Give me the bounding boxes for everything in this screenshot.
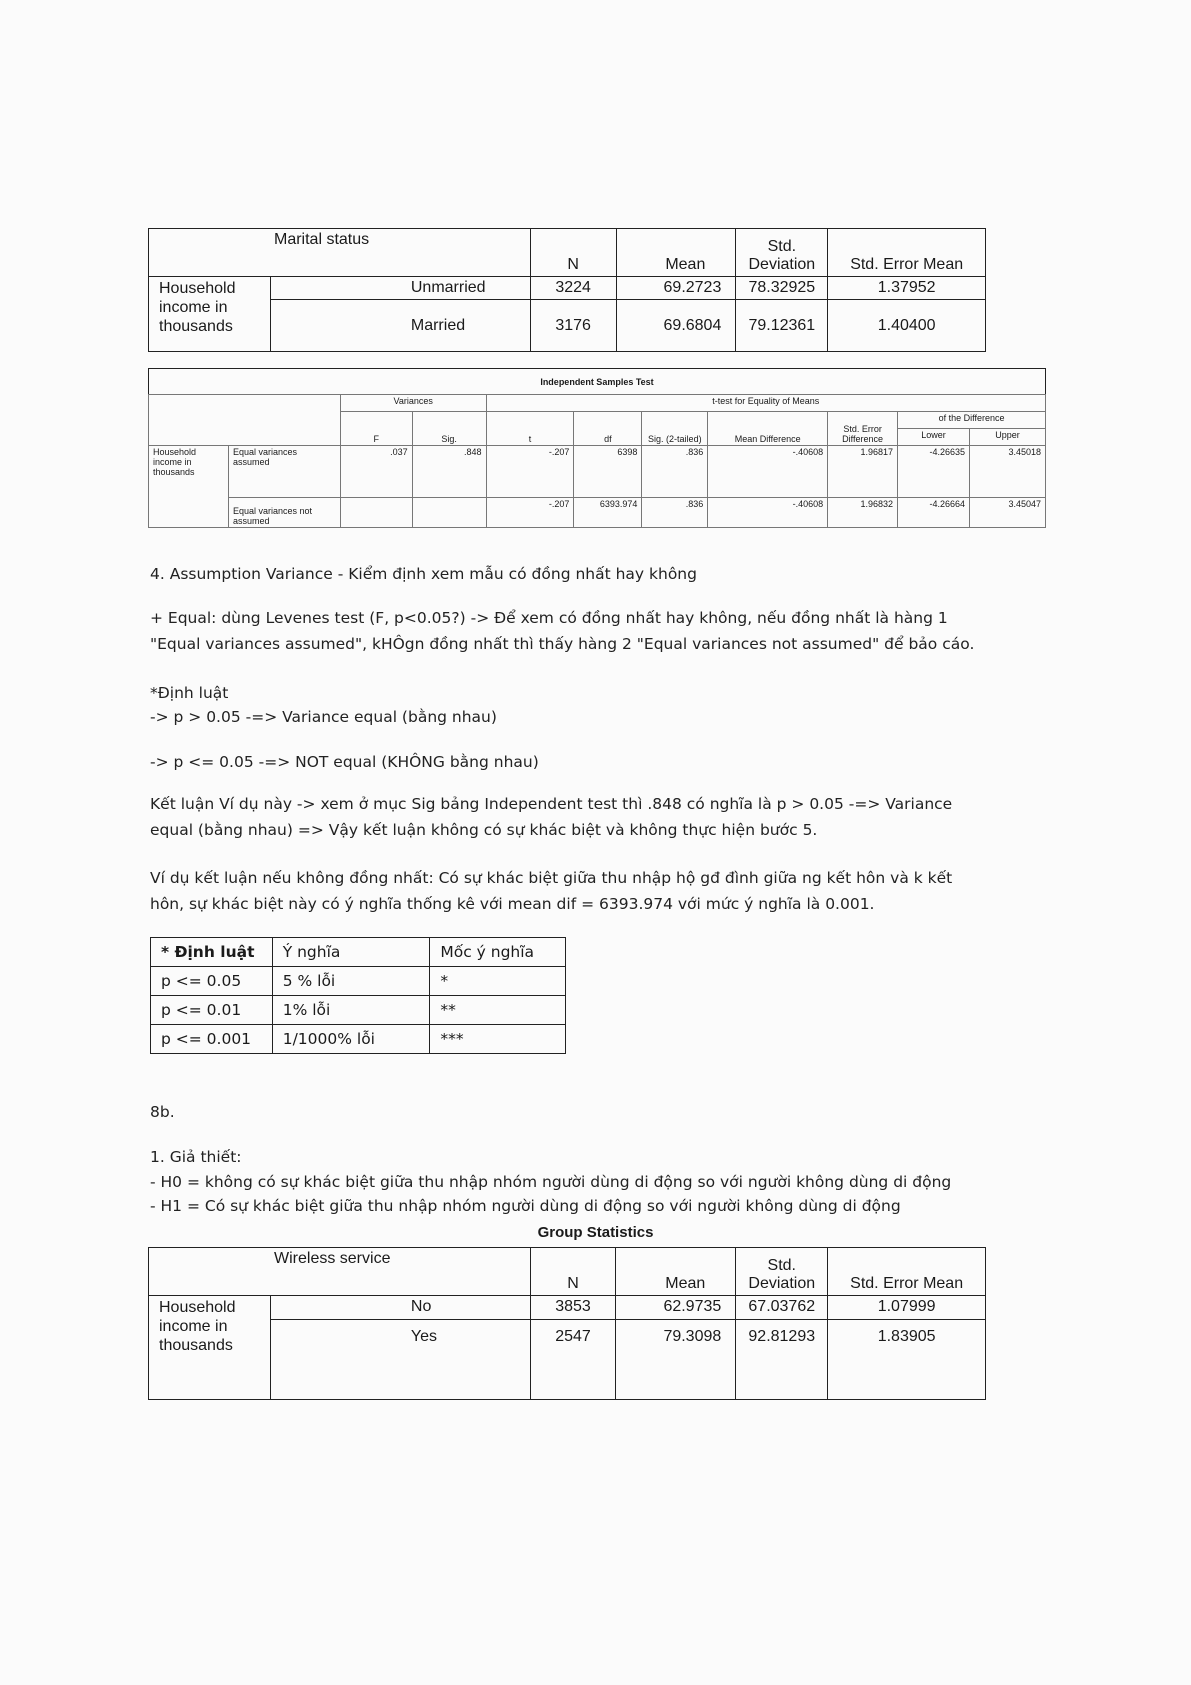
levene-header: Variances: [340, 395, 486, 412]
cell-stars: ***: [430, 1025, 566, 1054]
group-statistics-title: Group Statistics: [537, 1224, 654, 1241]
cell-sig2: .836: [642, 498, 708, 528]
col-sig: Sig.: [412, 412, 486, 446]
hypothesis-h0: - H0 = không có sự khác biệt giữa thu nhập nhóm người dùng di động so với người không dùng di động: [150, 1173, 952, 1191]
paragraph-law-heading: *Định luật: [150, 684, 229, 702]
col-df: df: [574, 412, 642, 446]
wireless-service-header: Wireless service: [149, 1248, 531, 1296]
cell-mean: 79.3098: [616, 1320, 736, 1400]
cell-sig2: .836: [642, 446, 708, 498]
cell-f: .037: [340, 446, 412, 498]
col-std-error-mean: Std. Error Mean: [828, 1248, 986, 1296]
cell-sig: .848: [412, 446, 486, 498]
header-meaning: Ý nghĩa: [272, 938, 430, 967]
paragraph-conclusion-line2: equal (bằng nhau) => Vậy kết luận không có sự khác biệt và không thực hiện bước 5.: [150, 821, 818, 839]
cell-mean-diff: -.40608: [708, 446, 828, 498]
header-law: * Định luật: [151, 938, 273, 967]
header-threshold: Mốc ý nghĩa: [430, 938, 566, 967]
group-yes: Yes: [270, 1320, 530, 1400]
cell-mean: 69.2723: [616, 277, 736, 300]
cell-se: 1.07999: [828, 1296, 986, 1320]
cell-mean: 69.6804: [616, 300, 736, 352]
col-std-deviation: Std. Deviation: [736, 229, 828, 277]
cell-meaning: 1% lỗi: [272, 996, 430, 1025]
cell-sd: 92.81293: [736, 1320, 828, 1400]
group-unmarried: Unmarried: [270, 277, 530, 300]
col-std-error-difference: Std. Error Difference: [828, 412, 898, 446]
cell-sd: 78.32925: [736, 277, 828, 300]
independent-samples-test-table: [148, 394, 1046, 528]
hypothesis-h1: - H1 = Có sự khác biệt giữa thu nhập nhóm người dùng di động so với người không dùng di động: [150, 1197, 901, 1215]
cell-mean: 62.9735: [616, 1296, 736, 1320]
cell-se: 1.83905: [828, 1320, 986, 1400]
section-8b: 8b.: [150, 1103, 175, 1121]
col-mean-difference: Mean Difference: [708, 412, 828, 446]
cell-sd: 79.12361: [736, 300, 828, 352]
cell-upper: 3.45047: [970, 498, 1046, 528]
cell-sd: 67.03762: [736, 1296, 828, 1320]
cell-t: -.207: [486, 498, 574, 528]
group-married: Married: [270, 300, 530, 352]
cell-meaning: 1/1000% lỗi: [272, 1025, 430, 1054]
group-statistics-table: [148, 1247, 986, 1400]
cell-std-err-diff: 1.96817: [828, 446, 898, 498]
col-lower: Lower: [898, 429, 970, 446]
cell-t: -.207: [486, 446, 574, 498]
row-equal-not-assumed: Equal variances not assumed: [228, 498, 340, 528]
hypothesis-heading: 1. Giả thiết:: [150, 1148, 242, 1166]
significance-law-table: [150, 937, 566, 1054]
paragraph-rule-2: -> p <= 0.05 -=> NOT equal (KHÔNG bằng nhau): [150, 753, 539, 771]
col-n: N: [530, 1248, 616, 1296]
independent-samples-test-title: Independent Samples Test: [148, 368, 1046, 395]
col-sig-2-tailed: Sig. (2-tailed): [642, 412, 708, 446]
cell-n: 2547: [530, 1320, 616, 1400]
row-equal-assumed: Equal variances assumed: [228, 446, 340, 498]
ttest-header: t-test for Equality of Means: [486, 395, 1045, 412]
ci-header: of the Difference: [898, 412, 1046, 429]
cell-p: p <= 0.05: [151, 967, 273, 996]
cell-sig: [412, 498, 486, 528]
cell-n: 3176: [530, 300, 616, 352]
cell-se: 1.40400: [828, 300, 986, 352]
cell-se: 1.37952: [828, 277, 986, 300]
cell-n: 3224: [530, 277, 616, 300]
row-label: Household income in thousands: [149, 1296, 271, 1400]
marital-group-stats-table: [148, 228, 986, 352]
cell-lower: -4.26664: [898, 498, 970, 528]
col-mean: Mean: [616, 229, 736, 277]
col-t: t: [486, 412, 574, 446]
paragraph-assumption: 4. Assumption Variance - Kiểm định xem mẫu có đồng nhất hay không: [150, 565, 697, 583]
cell-stars: *: [430, 967, 566, 996]
cell-stars: **: [430, 996, 566, 1025]
cell-mean-diff: -.40608: [708, 498, 828, 528]
marital-status-header: Marital status: [149, 229, 531, 277]
cell-df: 6393.974: [574, 498, 642, 528]
paragraph-equal-line1: + Equal: dùng Levenes test (F, p<0.05?) -> Để xem có đồng nhất hay không, nếu đồng nhất là hàng 1: [150, 609, 948, 627]
cell-n: 3853: [530, 1296, 616, 1320]
col-mean: Mean: [616, 1248, 736, 1296]
col-n: N: [530, 229, 616, 277]
cell-lower: -4.26635: [898, 446, 970, 498]
paragraph-equal-line2: "Equal variances assumed", kHÔgn đồng nhất thì thấy hàng 2 "Equal variances not assumed" để bảo cáo.: [150, 635, 975, 653]
cell-f: [340, 498, 412, 528]
col-f: F: [340, 412, 412, 446]
cell-df: 6398: [574, 446, 642, 498]
row-label: Household income in thousands: [149, 277, 271, 352]
cell-meaning: 5 % lỗi: [272, 967, 430, 996]
paragraph-rule-1: -> p > 0.05 -=> Variance equal (bằng nhau): [150, 708, 497, 726]
group-no: No: [270, 1296, 530, 1320]
col-std-error-mean: Std. Error Mean: [828, 229, 986, 277]
paragraph-example-line2: hôn, sự khác biệt này có ý nghĩa thống kê với mean dif = 6393.974 với mức ý nghĩa là 0.001.: [150, 895, 875, 913]
cell-upper: 3.45018: [970, 446, 1046, 498]
cell-p: p <= 0.01: [151, 996, 273, 1025]
cell-std-err-diff: 1.96832: [828, 498, 898, 528]
paragraph-conclusion-line1: Kết luận Ví dụ này -> xem ở mục Sig bảng Independent test thì .848 có nghĩa là p > 0.05 -=> Variance: [150, 795, 953, 813]
col-std-deviation: Std. Deviation: [736, 1248, 828, 1296]
row-label: Household income in thousands: [149, 446, 229, 528]
paragraph-example-line1: Ví dụ kết luận nếu không đồng nhất: Có sự khác biệt giữa thu nhập hộ gđ đình giữa ng kết hôn và k kết: [150, 869, 953, 887]
col-upper: Upper: [970, 429, 1046, 446]
cell-p: p <= 0.001: [151, 1025, 273, 1054]
